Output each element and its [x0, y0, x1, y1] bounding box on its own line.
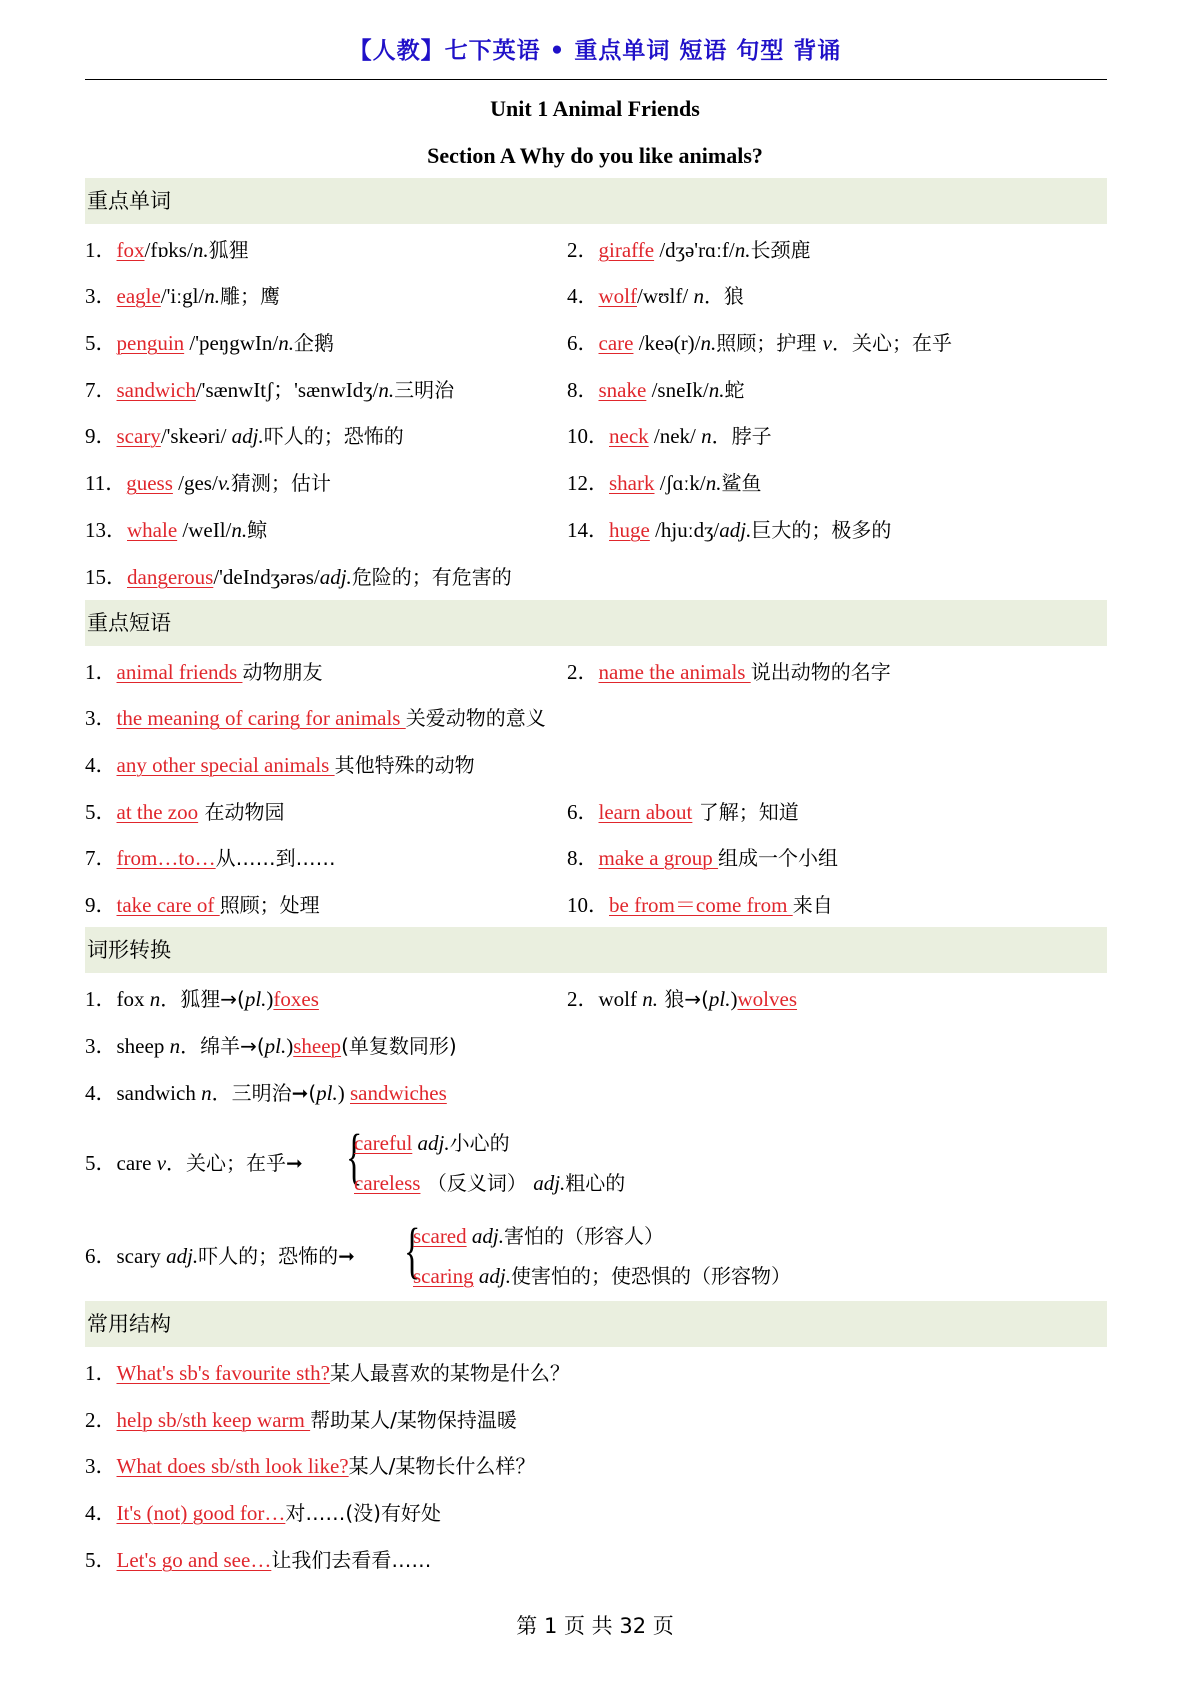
word-item: 12．shark /ʃɑːk/n.鲨鱼	[567, 471, 762, 495]
word-item: 5．penguin /'peŋgwIn/n.企鹅	[85, 331, 334, 355]
phrase-item: 4．any other special animals 其他特殊的动物	[85, 753, 475, 777]
word-item: 13．whale /weIl/n.鲸	[85, 518, 268, 542]
header-divider	[85, 79, 1107, 80]
form-item: 1．fox n．狐狸→(pl.)foxes	[85, 987, 319, 1011]
section-title: Section A Why do you like animals?	[427, 143, 763, 168]
form-item: 5．care v．关心；在乎➞	[85, 1151, 303, 1175]
form-item: 3．sheep n．绵羊→(pl.)sheep(单复数同形)	[85, 1034, 457, 1058]
phrase-item: 7．from…to…从……到……	[85, 846, 336, 870]
unit-title: Unit 1 Animal Friends	[490, 96, 700, 121]
phrase-item: 6．learn about 了解；知道	[567, 800, 799, 824]
word-item: 10．neck /nek/ n．脖子	[567, 424, 772, 448]
structure-item: 3．What does sb/sth look like?某人/某物长什么样？	[85, 1454, 536, 1478]
header-title: 【人教】七下英语 • 重点单词 短语 句型 背诵	[348, 38, 842, 64]
structure-item: 1．What's sb's favourite sth?某人最喜欢的某物是什么？	[85, 1361, 570, 1385]
form-branch: scared adj.害怕的（形容人）	[413, 1224, 664, 1248]
form-item: 4．sandwich n．三明治➞(pl.) sandwiches	[85, 1081, 447, 1105]
phrase-item: 9．take care of 照顾；处理	[85, 893, 320, 917]
word-item: 15．dangerous/'deIndʒərəs/adj.危险的；有危害的	[85, 565, 512, 589]
word-item: 14．huge /hjuːdʒ/adj.巨大的；极多的	[567, 518, 892, 542]
section-band-phrases: 重点短语	[85, 600, 1107, 646]
word-item: 9．scary/'skeəri/ adj.吓人的；恐怖的	[85, 424, 404, 448]
brace-symbol: {	[346, 1123, 363, 1191]
phrase-item: 10．be from＝come from 来自	[567, 893, 833, 917]
phrase-item: 2．name the animals 说出动物的名字	[567, 660, 891, 684]
structure-item: 2．help sb/sth keep warm 帮助某人/某物保持温暖	[85, 1408, 517, 1432]
word-item: 7．sandwich/'sænwItʃ；'sænwIdʒ/n.三明治	[85, 378, 455, 402]
section-band-structures: 常用结构	[85, 1301, 1107, 1347]
word-item: 8．snake /sneIk/n.蛇	[567, 378, 745, 402]
form-branch: careful adj.小心的	[354, 1131, 510, 1155]
structure-item: 5．Let's go and see…让我们去看看……	[85, 1548, 432, 1572]
word-item: 1．fox/fɒks/n.狐狸	[85, 238, 249, 262]
structure-item: 4．It's (not) good for…对……(没)有好处	[85, 1501, 441, 1525]
section-band-words: 重点单词	[85, 178, 1107, 224]
form-branch: scaring adj.使害怕的；使恐惧的（形容物）	[413, 1264, 791, 1288]
form-item: 2．wolf n. 狼→(pl.)wolves	[567, 987, 798, 1011]
phrase-item: 3．the meaning of caring for animals 关爱动物的意义	[85, 706, 546, 730]
phrase-item: 8．make a group 组成一个小组	[567, 846, 839, 870]
word-item: 4．wolf/wʊlf/ n．狼	[567, 284, 744, 308]
form-branch: careless （反义词） adj.粗心的	[354, 1171, 626, 1195]
form-item: 6．scary adj.吓人的；恐怖的➞	[85, 1244, 355, 1268]
phrase-item: 1．animal friends 动物朋友	[85, 660, 323, 684]
word-item: 3．eagle/'iːgl/n.雕；鹰	[85, 284, 281, 308]
brace-symbol: {	[404, 1217, 421, 1285]
word-item: 11．guess /ges/v.猜测；估计	[85, 471, 331, 495]
word-item: 6．care /keə(r)/n.照顾；护理 v．关心；在乎	[567, 331, 952, 355]
word-item: 2．giraffe /dʒə'rɑːf/n.长颈鹿	[567, 238, 811, 262]
section-band-forms: 词形转换	[85, 927, 1107, 973]
page-footer: 第 1 页 共 32 页	[516, 1614, 674, 1638]
phrase-item: 5．at the zoo 在动物园	[85, 800, 285, 824]
